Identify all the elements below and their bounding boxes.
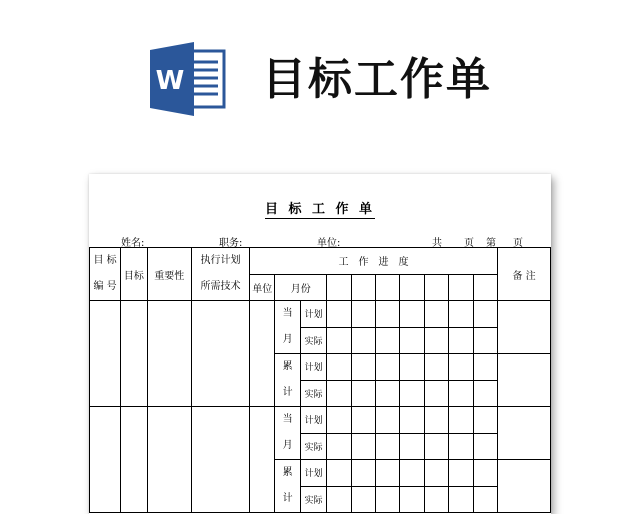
remarks-cell	[498, 354, 551, 407]
plan-label: 计划	[300, 460, 326, 487]
pages-label: 页	[464, 238, 474, 249]
remarks-cell	[498, 407, 551, 460]
unit-label: 单位:	[317, 238, 341, 249]
target-id-header: 目 标 编 号	[90, 248, 121, 301]
total-pages-label: 共	[432, 238, 442, 249]
plan-label: 计划	[300, 354, 326, 381]
importance-header: 重要性	[147, 248, 191, 301]
blank-cell	[473, 274, 497, 301]
position-label: 职务:	[219, 238, 243, 249]
cumulative-label: 累 计	[275, 460, 300, 513]
document-title: 目 标 工 作 单	[264, 202, 376, 217]
header-row-1	[90, 248, 551, 275]
blank-cell	[351, 274, 375, 301]
blank-cell	[90, 407, 121, 513]
current-month-label: 当 月	[275, 407, 300, 460]
plan-tech-header: 执行计划 所需技术	[191, 248, 249, 301]
blank-cell	[90, 301, 121, 407]
page-label: 页	[513, 238, 523, 249]
remarks-cell	[498, 301, 551, 354]
plan-label: 计划	[300, 407, 326, 434]
blank-cell	[121, 301, 147, 407]
plan-label: 计划	[300, 301, 326, 328]
blank-cell	[375, 274, 399, 301]
word-icon	[150, 42, 228, 116]
blank-cell	[121, 407, 147, 513]
word-logo-letter: W	[155, 66, 185, 96]
blank-cell	[327, 274, 351, 301]
actual-label: 实际	[300, 380, 326, 407]
banner-title: 目标工作单	[262, 54, 492, 105]
current-month-label: 当 月	[275, 301, 300, 354]
page-number-label: 第	[486, 238, 496, 249]
actual-label: 实际	[300, 486, 326, 513]
blank-cell	[400, 274, 424, 301]
unit-header: 单位	[249, 274, 275, 301]
unit-cell	[249, 407, 275, 513]
blank-cell	[191, 407, 249, 513]
table-row	[90, 301, 551, 328]
progress-header: 工 作 进 度	[249, 248, 497, 275]
table-row	[90, 407, 551, 434]
name-label: 姓名:	[121, 238, 145, 249]
blank-cell	[424, 274, 448, 301]
actual-label: 实际	[300, 433, 326, 460]
unit-cell	[249, 301, 275, 407]
blank-cell	[191, 301, 249, 407]
remarks-header: 备 注	[498, 248, 551, 301]
actual-label: 实际	[300, 327, 326, 354]
cumulative-label: 累 计	[275, 354, 300, 407]
remarks-cell	[498, 460, 551, 513]
blank-cell	[147, 301, 191, 407]
blank-cell	[449, 274, 473, 301]
month-header: 月份	[275, 274, 327, 301]
target-table	[89, 247, 551, 513]
document-sheet	[89, 174, 551, 514]
target-header: 目标	[121, 248, 147, 301]
blank-cell	[147, 407, 191, 513]
